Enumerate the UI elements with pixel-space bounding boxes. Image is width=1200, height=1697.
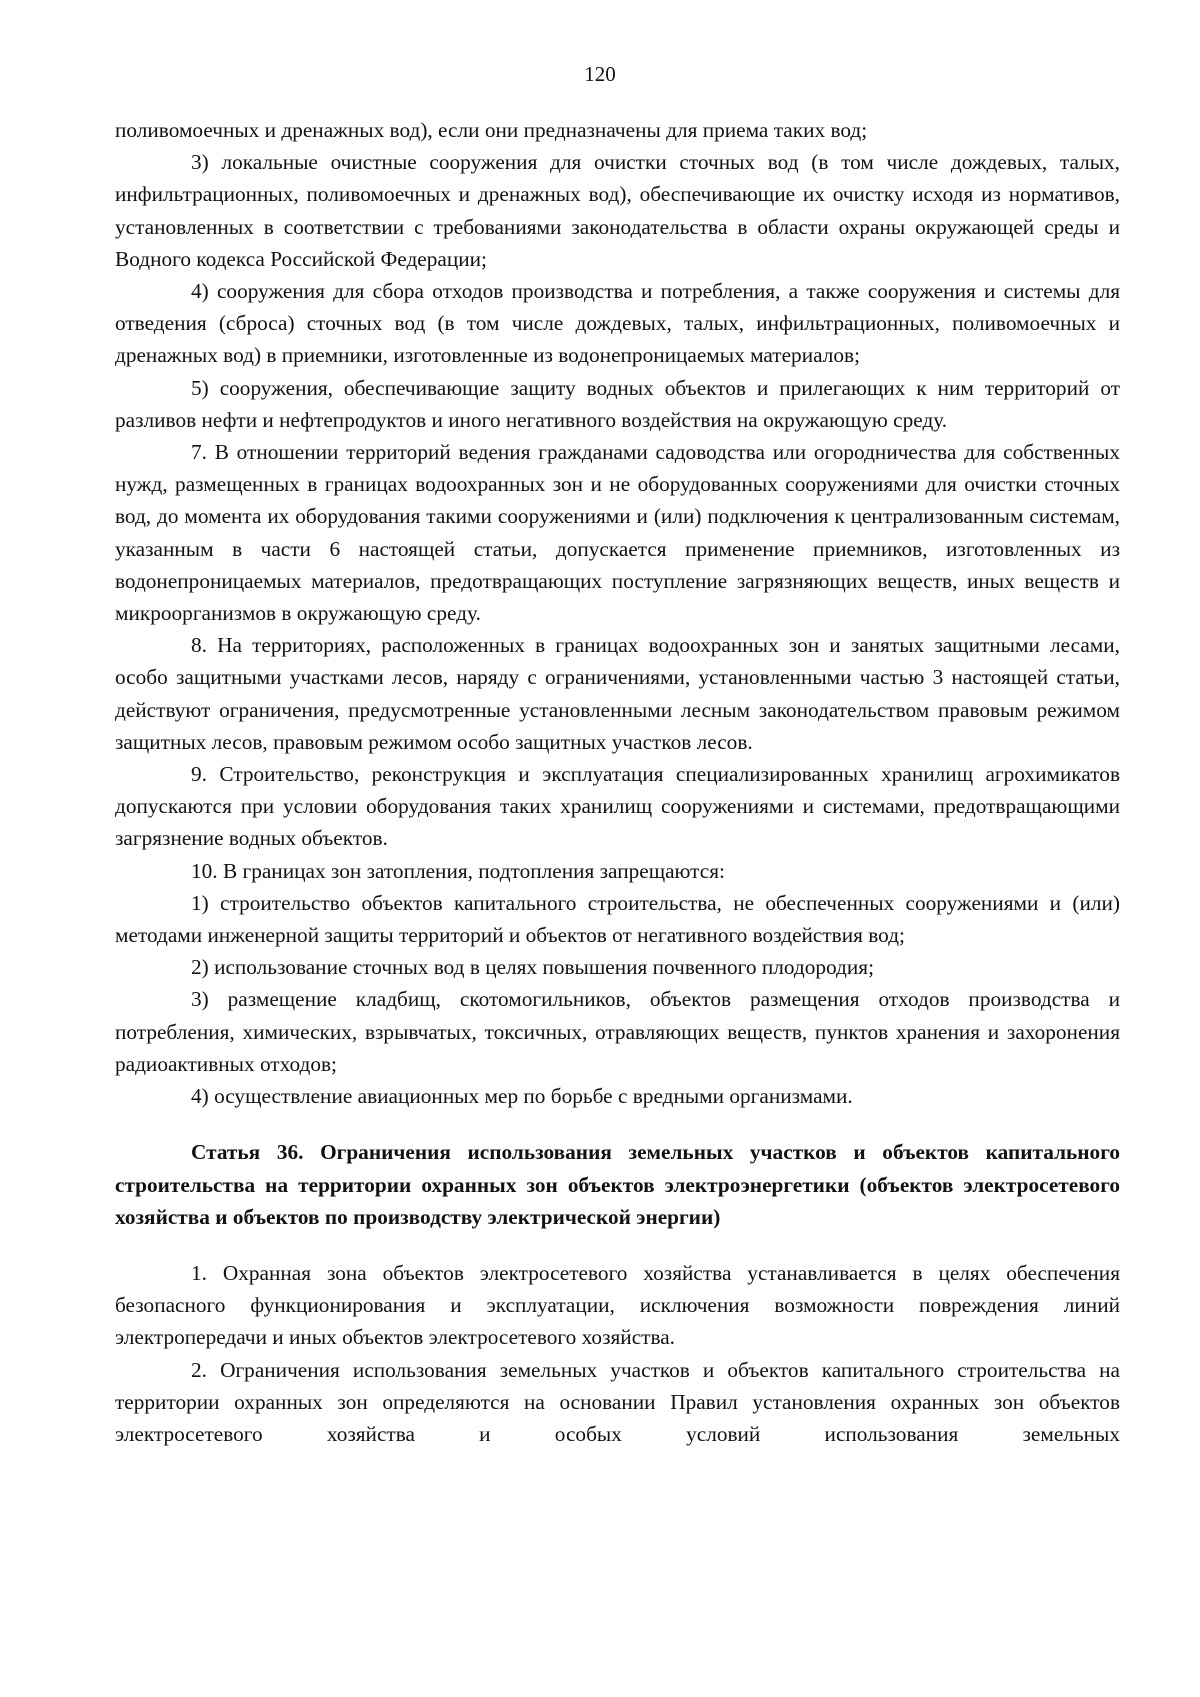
paragraph: 4) сооружения для сбора отходов производства и потребления, а также сооружения и системы для отведения (сброса) сточных вод (в том числе дождевых, талых, инфильтрационных, поливомоечных и дренажных вод) в приемники, изготовленные из водонепроницаемых материалов; <box>115 279 1120 368</box>
paragraph: 8. На территориях, расположенных в границах водоохранных зон и занятых защитными лесами, особо защитными участками лесов, наряду с ограничениями, установленными частью 3 настоящей статьи, действуют ограничения, предусмотренные установленными лесным законодательством правовым режимом защитных лесов, правовым режимом особо защитных участков лесов. <box>115 633 1120 754</box>
paragraph: 9. Строительство, реконструкция и эксплуатация специализированных хранилищ агрохимикатов допускаются при условии оборудования таких хранилищ сооружениями и системами, предотвращающими загрязнение водных объектов. <box>115 762 1120 851</box>
paragraph: 4) осуществление авиационных мер по борьбе с вредными организмами. <box>191 1084 853 1109</box>
paragraph: 2) использование сточных вод в целях повышения почвенного плодородия; <box>191 955 875 980</box>
paragraph: 2. Ограничения использования земельных участков и объектов капитального строительства на территории охранных зон определяются на основании Правил установления охранных зон объектов электросетевого хозяйства и особых условий использования земельных <box>115 1357 1120 1446</box>
paragraph: 5) сооружения, обеспечивающие защиту водных объектов и прилегающих к ним территорий от разливов нефти и нефтепродуктов и иного негативного воздействия на окружающую среду. <box>115 375 1120 432</box>
document-body <box>115 114 1120 1450</box>
page-number: 120 <box>584 62 616 86</box>
paragraph: 3) размещение кладбищ, скотомогильников, объектов размещения отходов производства и потребления, химических, взрывчатых, токсичных, отравляющих веществ, пунктов хранения и захоронения радиоактивных отходов; <box>115 987 1120 1076</box>
article-heading: Статья 36. Ограничения использования земельных участков и объектов капитального строительства на территории охранных зон объектов электроэнергетики (объектов электросетевого хозяйства и объектов по производству электрической энергии) <box>115 1140 1120 1229</box>
paragraph: 1) строительство объектов капитального строительства, не обеспеченных сооружениями и (или) методами инженерной защиты территорий и объектов от негативного воздействия вод; <box>115 890 1120 948</box>
paragraph: 3) локальные очистные сооружения для очистки сточных вод (в том числе дождевых, талых, инфильтрационных, поливомоечных и дренажных вод), обеспечивающие их очистку исходя из нормативов, установленных в соответствии с требованиями законодательства в области охраны окружающей среды и Водного кодекса Российской Федерации; <box>115 150 1120 271</box>
paragraph: поливомоечных и дренажных вод), если они предназначены для приема таких вод; <box>115 118 868 142</box>
paragraph: 7. В отношении территорий ведения гражданами садоводства или огородничества для собственных нужд, размещенных в границах водоохранных зон и не оборудованных сооружениями для очистки сточных вод, до момента их оборудования такими сооружениями и (или) подключения к централизованным системам, указанным в части 6 настоящей статьи, допускается применение приемников, изготовленных из водонепроницаемых материалов, предотвращающих поступление загрязняющих веществ, иных веществ и микроорганизмов в окружающую среду. <box>115 440 1120 626</box>
paragraph: 1. Охранная зона объектов электросетевого хозяйства устанавливается в целях обеспечения безопасного функционирования и эксплуатации, исключения возможности повреждения линий электропередачи и иных объектов электросетевого хозяйства. <box>115 1260 1120 1350</box>
paragraph: 10. В границах зон затопления, подтопления запрещаются: <box>191 858 725 883</box>
